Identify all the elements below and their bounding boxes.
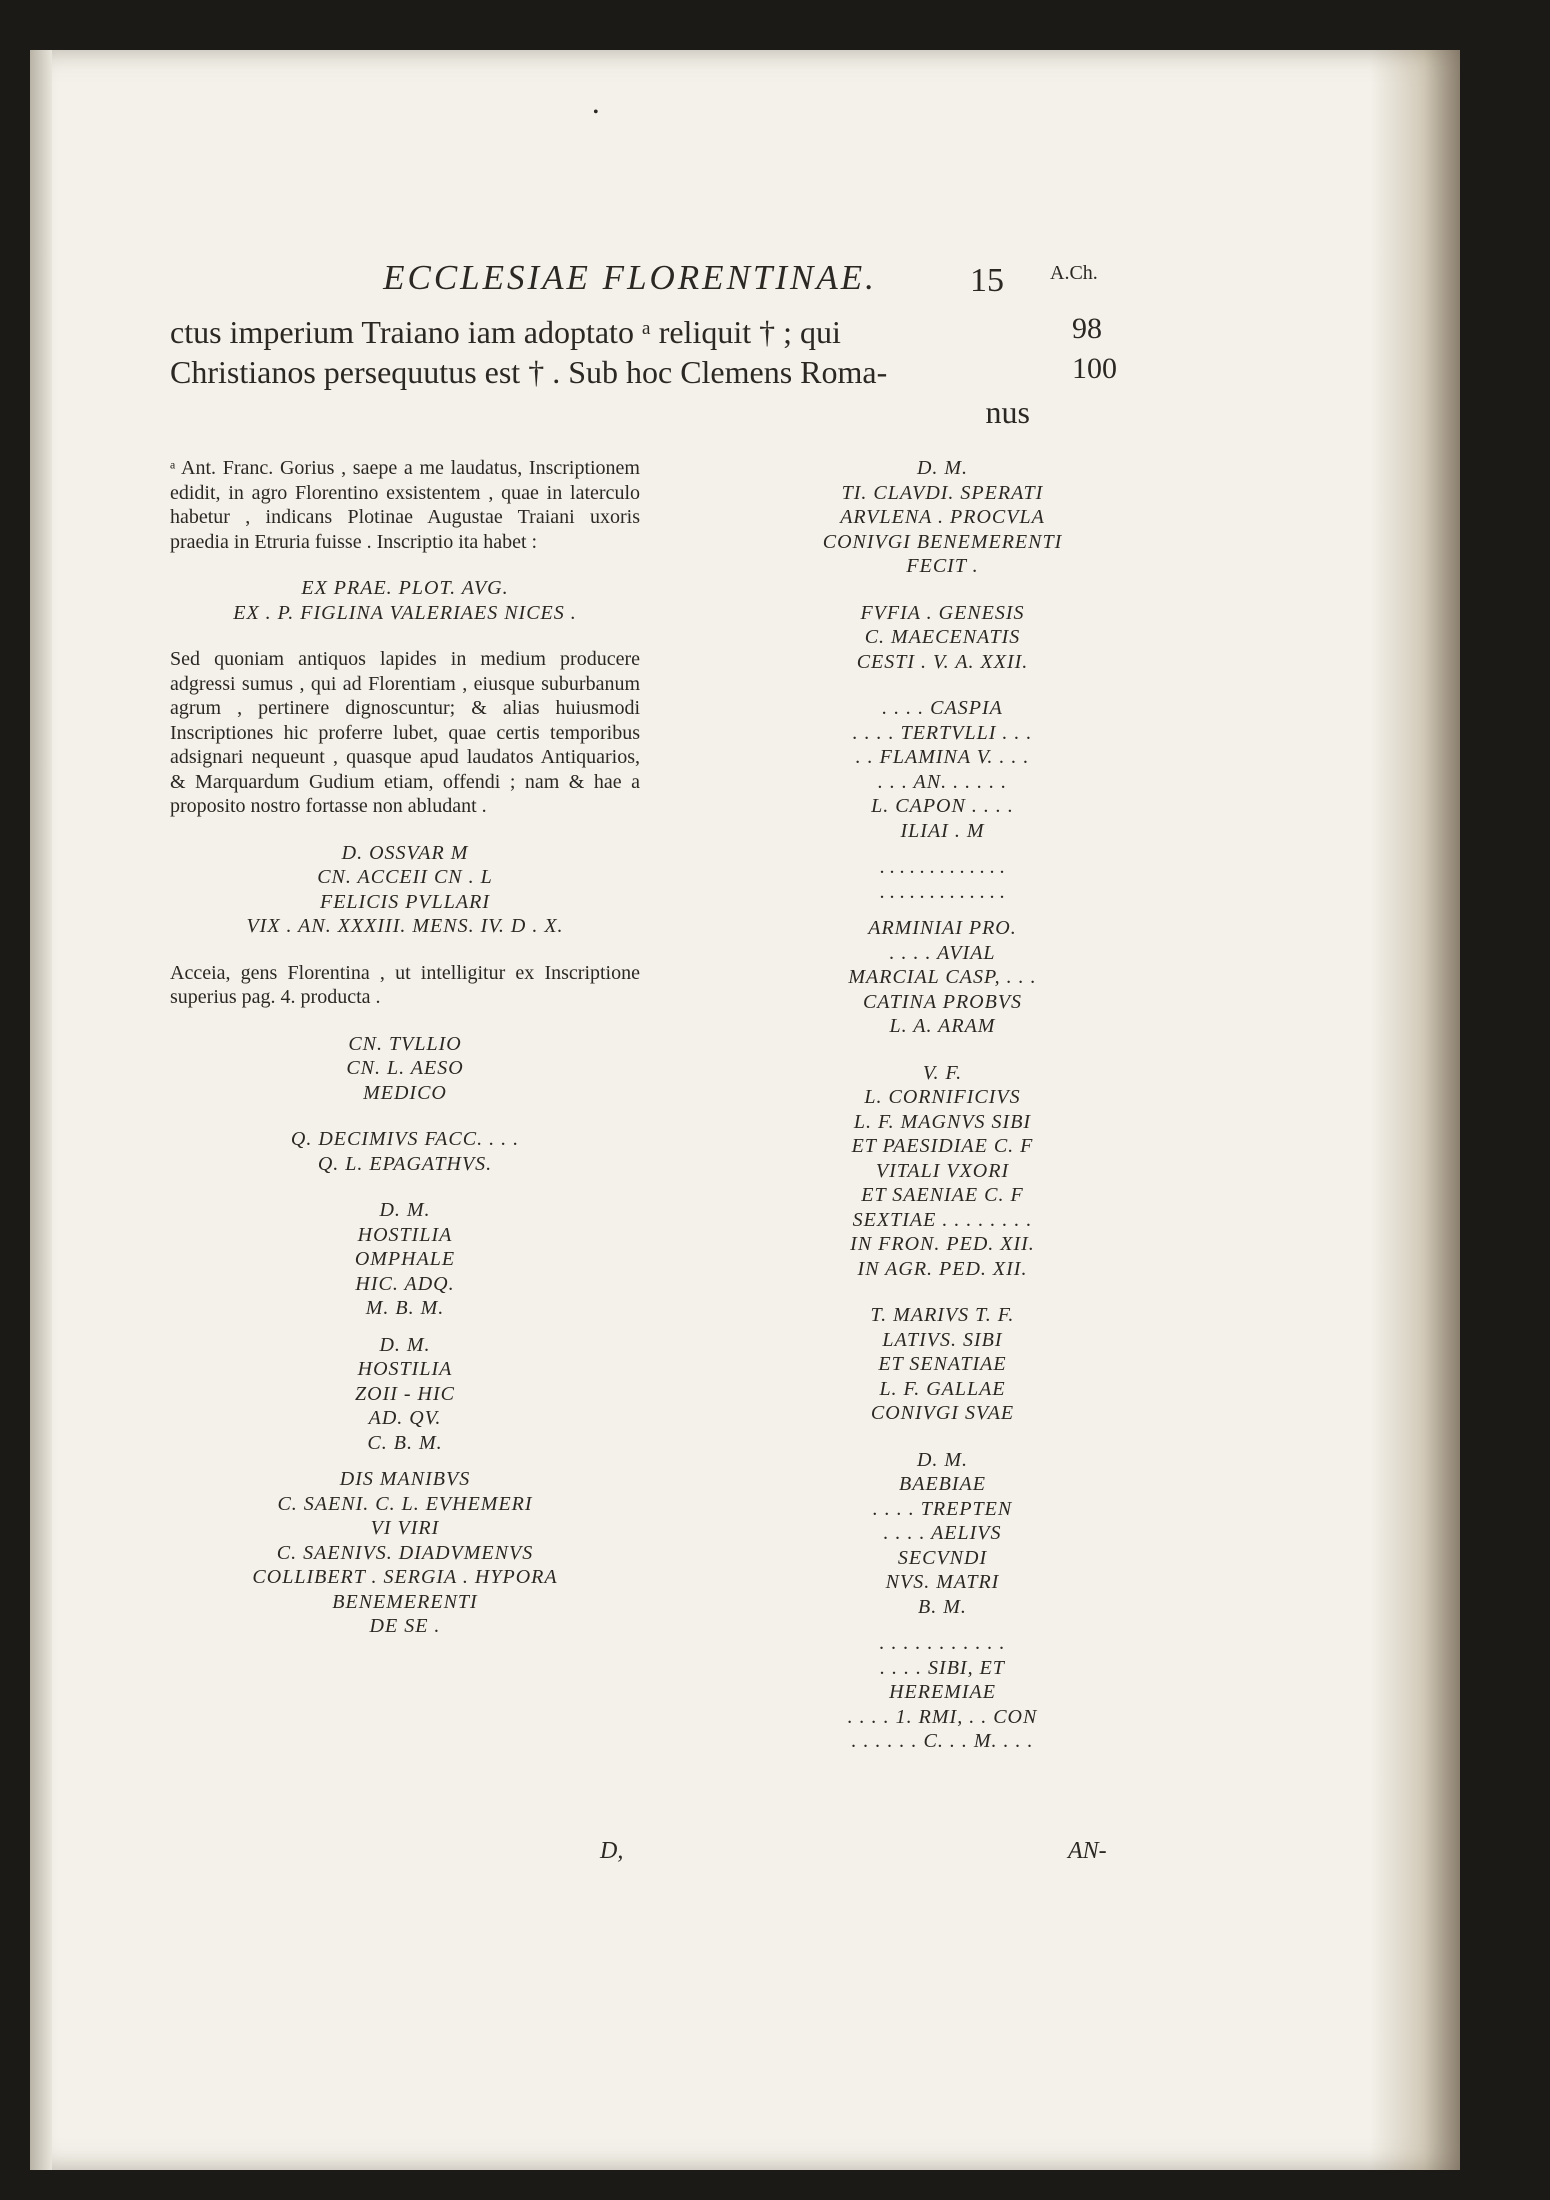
inscription-line: FVFIA . GENESIS: [860, 601, 1025, 624]
inscription-block: [170, 1032, 640, 1106]
inscription-line: OMPHALE: [354, 1248, 456, 1270]
inscription-block: [735, 1448, 1150, 1620]
lacuna-line: . . . . . . . . . . . . .: [880, 880, 1005, 903]
inscription-line: C. SAENI. C. L. EVHEMERI: [277, 1492, 533, 1515]
page-number: 15: [970, 262, 1004, 299]
inscription-line: ET SAENIAE C. F: [861, 1184, 1024, 1206]
inscription-line: FELICIS PVLLARI: [320, 890, 490, 913]
inscription-line: . . . . TERTVLLI . . .: [852, 721, 1033, 744]
catchword-left: D,: [600, 1838, 624, 1864]
inscription-line: MARCIAL CASP, . . .: [848, 966, 1037, 988]
inscription-line: LATIVS. SIBI: [882, 1328, 1003, 1351]
inscription-block: [735, 916, 1150, 1039]
main-text-line-2-content: Christianos persequutus est † . Sub hoc Clemens Roma-: [170, 354, 888, 390]
inscription-line: ZOII - HIC: [355, 1382, 455, 1405]
inscription-line: HEREMIAE: [889, 1681, 996, 1703]
inscription-line: HOSTILIA: [357, 1358, 453, 1380]
lacuna-line: . . . . . . . . . . . . .: [880, 856, 1005, 878]
inscription-line: T. MARIVS T. F.: [870, 1304, 1015, 1326]
inscription-line: NVS. MATRI: [885, 1571, 1000, 1593]
inscription-line: IN AGR. PED. XII.: [857, 1257, 1028, 1280]
inscription-line: EX PRAE. PLOT. AVG.: [301, 577, 509, 599]
inscription-line: ARVLENA . PROCVLA: [840, 506, 1045, 528]
main-text-line-3: nus: [985, 394, 1030, 430]
inscription-line: ET SENATIAE: [878, 1353, 1007, 1375]
inscription-block: [735, 1061, 1150, 1282]
inscription-block: [170, 1333, 640, 1456]
inscription-line: Q. L. EPAGATHVS.: [317, 1152, 493, 1175]
inscription-block: [170, 1198, 640, 1321]
inscription-line: EX . P. FIGLINA VALERIAES NICES .: [233, 601, 577, 624]
inscription-line: . . . . CASPIA: [882, 697, 1003, 719]
inscription-line: L. A. ARAM: [889, 1015, 996, 1037]
inscription-line: D. M.: [916, 457, 969, 479]
right-column: [735, 456, 1150, 1754]
inscription-line: D. M.: [379, 1199, 431, 1221]
inscription-line: D. M.: [916, 1448, 969, 1471]
inscription-line: . . . . . . C. . . M. . . .: [851, 1730, 1034, 1752]
inscription-line: BAEBIAE: [899, 1473, 986, 1495]
left-column: [170, 456, 640, 1639]
inscription-line: Q. DECIMIVS FACC. . . .: [290, 1128, 520, 1150]
page-edge-shadow: [1370, 50, 1460, 2170]
inscription-line: MEDICO: [363, 1081, 447, 1104]
inscription-line: CN. TVLLIO: [348, 1032, 462, 1055]
inscription-line: CATINA PROBVS: [862, 990, 1023, 1013]
inscription-line: . . . . TREPTEN: [872, 1497, 1013, 1520]
inscription-line: C. SAENIVS. DIADVMENVS: [276, 1541, 534, 1564]
margin-label-ach: A.Ch.: [1050, 262, 1098, 284]
inscription-line: V. F.: [922, 1061, 963, 1084]
inscription-line: L. CAPON . . . .: [871, 795, 1014, 817]
inscription-block: [735, 601, 1150, 675]
inscription-line: VIX . AN. XXXIII. MENS. IV. D . X.: [246, 915, 564, 937]
dotted-lacuna: [735, 855, 1150, 904]
inscription-line: . . FLAMINA V. . . .: [855, 746, 1030, 768]
inscription-line: HIC. ADQ.: [355, 1272, 455, 1295]
paragraph: Sed quoniam antiquos lapides in medium producere adgressi sumus , qui ad Florentiam , eiusque suburbanum agrum , pertinere dignoscuntur; & alias huiusmodi Inscriptiones hic proferre lubet, quae certis temporibus adsignari nequeunt , quasque apud laudatos Antiquarios, & Marquardum Gudium etiam, offendi ; nam & hae a proposito nostro fortasse non abludant .: [170, 648, 640, 817]
inscription-line: . . . . AVIAL: [889, 941, 996, 964]
inscription-line: DIS MANIBVS: [339, 1468, 471, 1490]
inscription-line: D. OSSVAR M: [341, 841, 469, 864]
running-head-title: ECCLESIAE FLORENTINAE.: [383, 258, 877, 297]
inscription-line: D. M.: [379, 1333, 431, 1356]
inscription-line: CONIVGI SVAE: [870, 1402, 1015, 1424]
inscription-line: C. MAECENATIS: [864, 626, 1021, 648]
inscription-line: . . . . AELIVS: [883, 1522, 1002, 1544]
inscription-line: CN. L. AESO: [346, 1057, 464, 1079]
stray-mark: •: [593, 104, 599, 121]
inscription-line: CN. ACCEII CN . L: [317, 866, 493, 888]
inscription-line: VITALI VXORI: [875, 1159, 1010, 1182]
inscription-line: SECVNDI: [897, 1546, 988, 1569]
inscription-block: [170, 1467, 640, 1639]
inscription-block: [735, 1631, 1150, 1754]
inscription-line: VI VIRI: [370, 1517, 440, 1539]
inscription-line: IN FRON. PED. XII.: [850, 1233, 1035, 1255]
inscription-line: FECIT .: [906, 555, 979, 577]
paragraph: Acceia, gens Florentina , ut intelligitur ex Inscriptione superius pag. 4. producta .: [170, 961, 640, 1008]
inscription-line: . . . AN. . . . . .: [877, 770, 1008, 793]
inscription-line: ARMINIAI PRO.: [868, 917, 1017, 939]
inscription-block: [735, 696, 1150, 843]
main-text-line-1: [170, 312, 1030, 352]
footnote-a: ᵃ Ant. Franc. Gorius , saepe a me laudatus, Inscriptionem edidit, in agro Florentino exsistentem , quae in laterculo habetur , indicans Plotinae Augustae Traiani uxoris praedia in Etruria fuisse . Inscriptio ita habet :: [170, 457, 640, 553]
inscription-block: [735, 1303, 1150, 1426]
inscription-line: C. B. M.: [367, 1431, 443, 1454]
inscription-line: AD. QV.: [368, 1407, 442, 1429]
inscription-line: DE SE .: [369, 1615, 441, 1637]
inscription-line: . . . . SIBI, ET: [880, 1656, 1005, 1679]
inscription-line: CONIVGI BENEMERENTI: [822, 530, 1063, 553]
inscription-line: SEXTIAE . . . . . . . .: [852, 1208, 1033, 1231]
inscription-line: . . . . . . . . . . .: [879, 1632, 1006, 1654]
inscription-line: M. B. M.: [365, 1297, 445, 1319]
inscription-line: L. F. GALLAE: [879, 1377, 1006, 1400]
inscription-line: HOSTILIA: [357, 1223, 453, 1246]
margin-year: 100: [1072, 352, 1117, 385]
inscription-line: ET PAESIDIAE C. F: [851, 1135, 1034, 1157]
inscription-line: L. F. MAGNVS SIBI: [853, 1110, 1032, 1133]
inscription-line: CESTI . V. A. XXII.: [856, 650, 1029, 673]
inscription-line: BENEMERENTI: [332, 1590, 478, 1613]
inscription-line: ILIAI . M: [900, 819, 985, 842]
inscription-line: . . . . 1. RMI, . . CON: [847, 1705, 1038, 1728]
catchword-right: AN-: [1068, 1838, 1107, 1864]
main-text-line-1-content: ctus imperium Traiano iam adoptato ᵃ reliquit † ; qui: [170, 314, 841, 350]
inscription-block: [170, 841, 640, 939]
inscription-block: [735, 456, 1150, 579]
main-text-line-2: [170, 352, 1030, 392]
inscription-line: B. M.: [918, 1595, 967, 1618]
inscription-line: TI. CLAVDI. SPERATI: [841, 481, 1044, 504]
inscription-line: COLLIBERT . SERGIA . HYPORA: [252, 1566, 558, 1588]
inscription-line: L. CORNIFICIVS: [864, 1086, 1021, 1108]
inscription-block: [170, 576, 640, 625]
margin-year: 98: [1072, 312, 1102, 345]
page-gutter: [30, 50, 52, 2170]
inscription-block: [170, 1127, 640, 1176]
